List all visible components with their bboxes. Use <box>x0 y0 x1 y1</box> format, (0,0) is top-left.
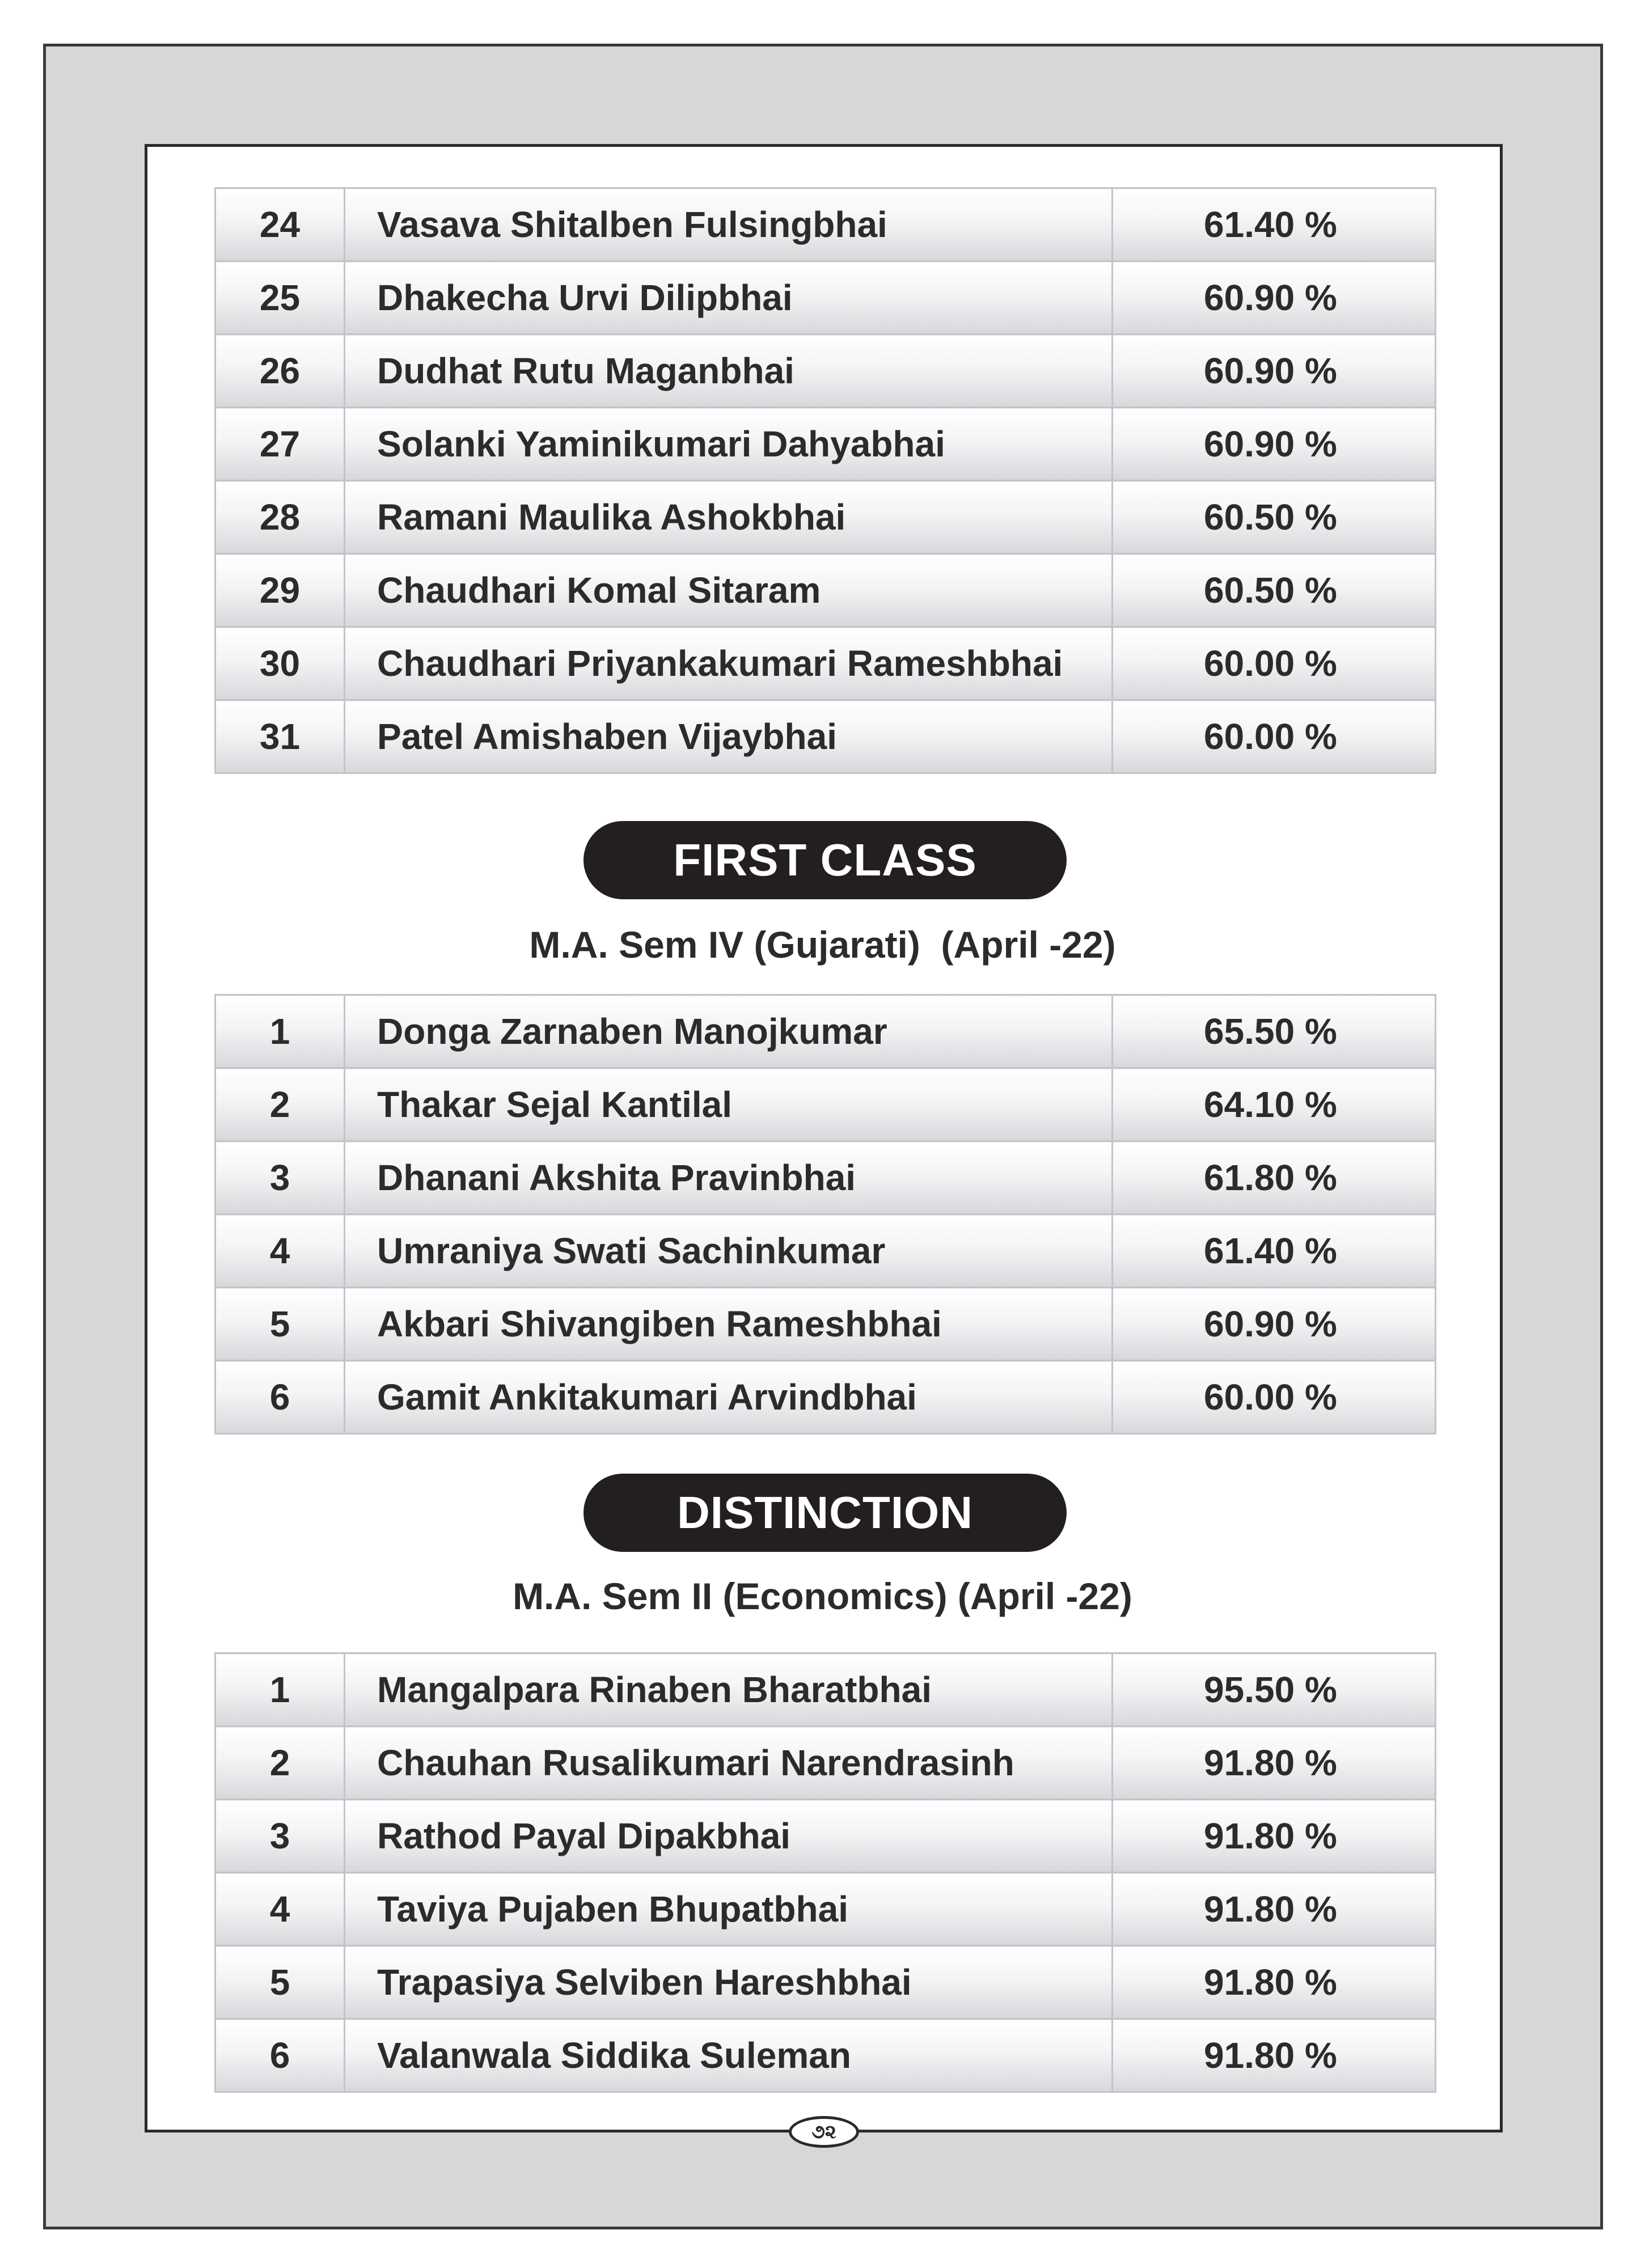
table-row <box>215 1068 1436 1141</box>
row-number: 26 <box>215 335 345 408</box>
percentage: 60.50 % <box>1113 481 1436 554</box>
row-number: 2 <box>215 1068 345 1141</box>
table-row <box>215 481 1436 554</box>
row-number: 28 <box>215 481 345 554</box>
table-row <box>215 408 1436 481</box>
first-class-badge: FIRST CLASS <box>583 821 1067 899</box>
table-row <box>215 1946 1436 2019</box>
row-number: 5 <box>215 1288 345 1361</box>
student-name: Chauhan Rusalikumari Narendrasinh <box>345 1727 1113 1800</box>
table-row <box>215 1800 1436 1873</box>
student-name: Trapasiya Selviben Hareshbhai <box>345 1946 1113 2019</box>
percentage: 60.00 % <box>1113 700 1436 773</box>
student-name: Valanwala Siddika Suleman <box>345 2019 1113 2092</box>
results-table-first-class <box>214 994 1436 1435</box>
row-number: 31 <box>215 700 345 773</box>
table-row <box>215 1653 1436 1727</box>
table-row <box>215 1288 1436 1361</box>
results-table-top <box>214 187 1436 774</box>
percentage: 91.80 % <box>1113 2019 1436 2092</box>
percentage: 61.40 % <box>1113 188 1436 261</box>
percentage: 60.50 % <box>1113 554 1436 627</box>
row-number: 3 <box>215 1800 345 1873</box>
percentage: 91.80 % <box>1113 1946 1436 2019</box>
percentage: 60.00 % <box>1113 627 1436 700</box>
row-number: 5 <box>215 1946 345 2019</box>
student-name: Solanki Yaminikumari Dahyabhai <box>345 408 1113 481</box>
percentage: 91.80 % <box>1113 1873 1436 1946</box>
table-row <box>215 335 1436 408</box>
student-name: Umraniya Swati Sachinkumar <box>345 1215 1113 1288</box>
student-name: Taviya Pujaben Bhupatbhai <box>345 1873 1113 1946</box>
distinction-badge: DISTINCTION <box>583 1474 1067 1552</box>
percentage: 64.10 % <box>1113 1068 1436 1141</box>
table-row <box>215 1361 1436 1434</box>
student-name: Patel Amishaben Vijaybhai <box>345 700 1113 773</box>
row-number: 30 <box>215 627 345 700</box>
student-name: Chaudhari Priyankakumari Rameshbhai <box>345 627 1113 700</box>
percentage: 91.80 % <box>1113 1727 1436 1800</box>
student-name: Gamit Ankitakumari Arvindbhai <box>345 1361 1113 1434</box>
student-name: Akbari Shivangiben Rameshbhai <box>345 1288 1113 1361</box>
student-name: Vasava Shitalben Fulsingbhai <box>345 188 1113 261</box>
student-name: Mangalpara Rinaben Bharatbhai <box>345 1653 1113 1727</box>
distinction-subtitle: M.A. Sem II (Economics) (April -22) <box>513 1575 1132 1617</box>
row-number: 27 <box>215 408 345 481</box>
table-row <box>215 995 1436 1068</box>
student-name: Thakar Sejal Kantilal <box>345 1068 1113 1141</box>
page-number: ૭૨ <box>789 2116 859 2148</box>
row-number: 4 <box>215 1215 345 1288</box>
row-number: 24 <box>215 188 345 261</box>
first-class-subtitle: M.A. Sem IV (Gujarati) (April -22) <box>529 924 1116 966</box>
table-row <box>215 1727 1436 1800</box>
table-row <box>215 554 1436 627</box>
percentage: 95.50 % <box>1113 1653 1436 1727</box>
percentage: 65.50 % <box>1113 995 1436 1068</box>
table-row <box>215 1215 1436 1288</box>
table-row <box>215 188 1436 261</box>
table-row <box>215 2019 1436 2092</box>
row-number: 3 <box>215 1141 345 1215</box>
row-number: 29 <box>215 554 345 627</box>
student-name: Dhakecha Urvi Dilipbhai <box>345 261 1113 335</box>
percentage: 61.80 % <box>1113 1141 1436 1215</box>
percentage: 60.00 % <box>1113 1361 1436 1434</box>
percentage: 60.90 % <box>1113 408 1436 481</box>
row-number: 6 <box>215 2019 345 2092</box>
table-row <box>215 627 1436 700</box>
student-name: Donga Zarnaben Manojkumar <box>345 995 1113 1068</box>
row-number: 1 <box>215 1653 345 1727</box>
percentage: 60.90 % <box>1113 261 1436 335</box>
row-number: 1 <box>215 995 345 1068</box>
row-number: 6 <box>215 1361 345 1434</box>
table-row <box>215 261 1436 335</box>
student-name: Dhanani Akshita Pravinbhai <box>345 1141 1113 1215</box>
percentage: 60.90 % <box>1113 1288 1436 1361</box>
percentage: 60.90 % <box>1113 335 1436 408</box>
row-number: 4 <box>215 1873 345 1946</box>
table-row <box>215 1141 1436 1215</box>
student-name: Ramani Maulika Ashokbhai <box>345 481 1113 554</box>
student-name: Dudhat Rutu Maganbhai <box>345 335 1113 408</box>
student-name: Chaudhari Komal Sitaram <box>345 554 1113 627</box>
row-number: 2 <box>215 1727 345 1800</box>
row-number: 25 <box>215 261 345 335</box>
table-row <box>215 700 1436 773</box>
results-table-distinction <box>214 1652 1436 2093</box>
percentage: 61.40 % <box>1113 1215 1436 1288</box>
percentage: 91.80 % <box>1113 1800 1436 1873</box>
student-name: Rathod Payal Dipakbhai <box>345 1800 1113 1873</box>
table-row <box>215 1873 1436 1946</box>
